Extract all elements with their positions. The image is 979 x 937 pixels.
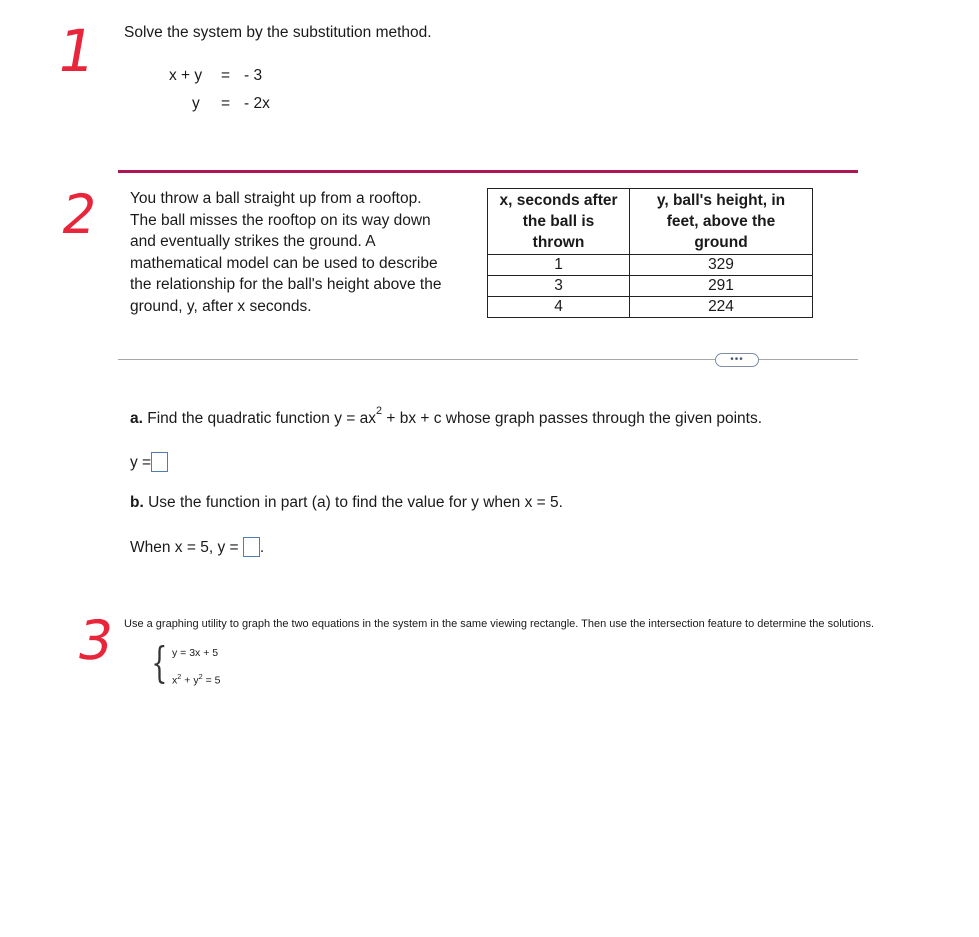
cell-y: 291 (630, 276, 813, 297)
part-a-text-after: + bx + c whose graph passes through the given points. (386, 410, 763, 428)
story-line: The ball misses the rooftop on its way down (130, 211, 431, 229)
part-a-question (130, 405, 763, 428)
header-y-height: y, ball's height, in feet, above the ground (630, 189, 813, 255)
cell-y: 224 (630, 297, 813, 318)
story-line: You throw a ball straight up from a rooftop. (130, 190, 422, 207)
part-b-answer-suffix: . (259, 539, 265, 556)
eq1-lhs: x + y (169, 67, 203, 84)
story-line: ground, y, after x seconds. (130, 297, 312, 315)
part-b-question (130, 494, 563, 512)
eq2-lhs: y (192, 95, 200, 112)
story-line: mathematical model can be used to describe (130, 254, 438, 272)
annotation-number-3: 3 (72, 609, 119, 672)
part-a-label: a. (130, 410, 143, 428)
part-b-answer-input[interactable] (243, 537, 260, 557)
part-a-answer-prefix: y = (130, 454, 152, 471)
section-divider-red (118, 170, 858, 173)
part-b-label: b. (130, 494, 144, 511)
ball-height-table (487, 188, 813, 318)
table-row (488, 255, 813, 276)
problem2-story (130, 188, 441, 317)
table-row (488, 276, 813, 297)
header-x-seconds: x, seconds after the ball is thrown (488, 189, 630, 255)
table-row (488, 297, 813, 318)
part-a-answer-row (130, 452, 168, 472)
cell-y: 329 (630, 255, 813, 276)
system-brace-icon: { (151, 638, 168, 687)
eq1-equals: = (221, 67, 231, 84)
annotation-number-2: 2 (56, 183, 103, 246)
table-header-row (488, 189, 813, 255)
story-line: and eventually strikes the ground. A (130, 233, 376, 250)
part-b-answer-row (130, 537, 264, 557)
cell-x: 1 (488, 255, 630, 276)
part-a-exponent: 2 (376, 405, 383, 417)
problem3-instruction: Use a graphing utility to graph the two equations in the system in the same viewing rectangle. Then use the intersection feature to determine the solutions. (124, 618, 875, 630)
cell-x: 4 (488, 297, 630, 318)
part-b-answer-prefix: When x = 5, y = (130, 539, 239, 556)
problem3-eq2: $x^2 + y^2 = 5$ (172, 672, 221, 687)
eq2-equals: = (221, 95, 231, 112)
eq1-rhs: - 3 (244, 67, 263, 84)
story-line: the relationship for the ball's height above the (130, 276, 442, 293)
annotation-number-1: 1 (52, 17, 101, 85)
part-a-text-before: Find the quadratic function y = ax (147, 410, 377, 428)
part-b-text: Use the function in part (a) to find the value for y when x = 5. (148, 494, 563, 511)
eq2-rhs: - 2x (244, 95, 270, 112)
problem1-instruction: Solve the system by the substitution method. (124, 24, 432, 41)
part-a-answer-input[interactable] (151, 452, 168, 472)
expand-more-button[interactable]: ••• (715, 353, 759, 367)
problem3-eq1: y = 3x + 5 (172, 647, 219, 659)
cell-x: 3 (488, 276, 630, 297)
